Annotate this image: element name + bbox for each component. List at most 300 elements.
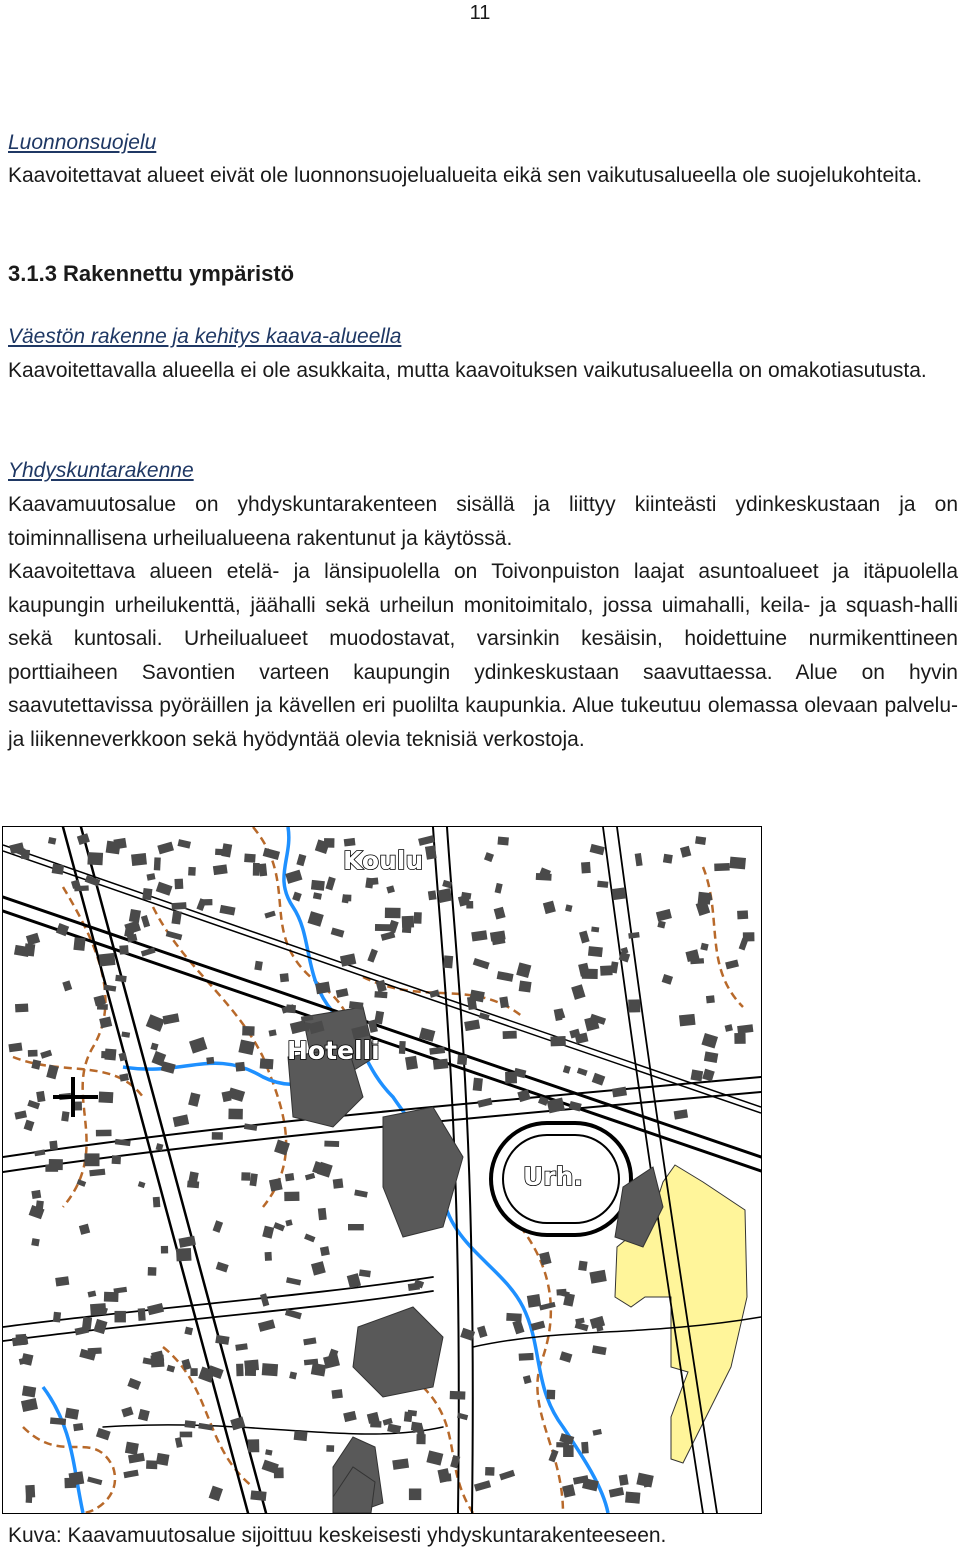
house	[104, 1048, 116, 1060]
house	[408, 1283, 420, 1291]
house	[28, 1050, 38, 1057]
crosshair-marker	[53, 1077, 98, 1117]
house	[565, 904, 572, 912]
house	[87, 852, 103, 865]
house	[176, 1248, 192, 1261]
house	[590, 1316, 605, 1329]
house	[253, 863, 260, 876]
house	[349, 1001, 364, 1010]
house	[336, 988, 349, 998]
house	[577, 1068, 588, 1076]
house	[174, 879, 183, 890]
house	[348, 1224, 364, 1230]
house	[609, 1487, 624, 1498]
figure-caption: Kuva: Kaavamuutosalue sijoittuu keskeisesti yhdyskuntarakenteeseen.	[8, 1524, 667, 1547]
house	[184, 1420, 195, 1428]
house	[450, 1391, 466, 1400]
house	[311, 1261, 326, 1275]
house	[263, 848, 280, 860]
house	[65, 1408, 79, 1420]
house	[473, 1078, 483, 1091]
house	[99, 953, 116, 967]
house	[265, 1449, 272, 1455]
house	[138, 1308, 146, 1321]
house	[326, 1445, 334, 1452]
house	[706, 995, 715, 1003]
house	[125, 1442, 139, 1455]
house	[592, 1073, 606, 1086]
house	[381, 931, 396, 941]
house	[262, 1363, 278, 1376]
house	[147, 1303, 164, 1315]
house	[24, 943, 35, 956]
house	[127, 1378, 141, 1390]
house	[484, 852, 494, 862]
house	[592, 1429, 601, 1436]
house	[519, 1353, 534, 1361]
house	[269, 1178, 283, 1192]
house	[725, 959, 739, 969]
house	[296, 854, 306, 866]
house	[48, 837, 56, 845]
house	[36, 1200, 44, 1211]
house	[679, 1014, 696, 1027]
house	[700, 943, 708, 951]
house	[571, 984, 585, 1000]
house	[74, 885, 89, 891]
house	[96, 1428, 111, 1440]
house	[578, 963, 590, 977]
house	[303, 1337, 316, 1345]
house	[115, 1311, 126, 1323]
house	[674, 1109, 688, 1119]
house	[600, 965, 613, 975]
house	[87, 1476, 102, 1485]
house	[49, 1159, 63, 1170]
house	[285, 1219, 292, 1226]
house	[375, 924, 390, 931]
house	[36, 1091, 45, 1102]
house	[690, 1069, 703, 1081]
house	[180, 1432, 193, 1438]
house	[628, 932, 639, 939]
house	[113, 838, 126, 850]
house	[737, 910, 748, 919]
house	[138, 1181, 146, 1188]
house	[333, 1178, 344, 1188]
house	[280, 973, 289, 982]
house	[343, 1411, 357, 1422]
house	[324, 838, 335, 848]
house	[146, 1014, 165, 1032]
house	[367, 949, 378, 963]
house	[376, 980, 387, 993]
house	[737, 1024, 753, 1033]
house	[612, 1087, 627, 1098]
house	[578, 1261, 587, 1271]
house	[547, 1390, 556, 1400]
house	[8, 1043, 22, 1053]
house	[274, 1140, 290, 1156]
house	[388, 920, 399, 933]
house	[392, 1458, 409, 1469]
house	[499, 996, 509, 1008]
house	[61, 1111, 69, 1121]
house	[262, 1460, 279, 1474]
map-label-urheilu: Urh.	[523, 1162, 583, 1191]
paragraph-yhdyskuntarakenne-1: Kaavamuutosalue on yhdyskuntarakenteen sisällä ja liittyy kiinteästi ydinkeskustaan ja on toiminnallisena urheilualueena rakentunut ja käytössä.	[8, 493, 958, 550]
house	[235, 1343, 248, 1351]
house	[156, 882, 173, 896]
house	[285, 1309, 302, 1320]
house	[259, 863, 267, 876]
house	[405, 1056, 418, 1070]
house	[619, 1474, 629, 1485]
house	[407, 1410, 417, 1417]
page-number: 11	[469, 2, 491, 24]
house	[24, 1120, 35, 1132]
house	[437, 1468, 450, 1483]
house	[320, 1246, 330, 1256]
house	[581, 1442, 589, 1454]
house	[285, 1173, 295, 1181]
house	[146, 873, 155, 881]
house	[258, 1319, 275, 1332]
house	[209, 1486, 223, 1502]
paragraph-vaeston-rakenne: Kaavoitettavalla alueella ei ole asukkaita, mutta kaavoituksen vaikutusalueella on omakotiasutusta.	[8, 359, 927, 382]
house	[506, 1313, 522, 1322]
house	[588, 946, 603, 957]
house	[457, 1055, 467, 1065]
house	[285, 870, 302, 884]
major-buildings	[288, 1047, 463, 1513]
house	[260, 1293, 269, 1306]
house	[269, 1029, 277, 1036]
house	[262, 1226, 274, 1239]
house	[411, 1422, 421, 1432]
house	[729, 857, 746, 870]
house	[581, 862, 591, 874]
house	[592, 1345, 607, 1355]
house	[250, 1490, 266, 1501]
house	[512, 1320, 524, 1335]
house	[138, 1409, 150, 1421]
house	[331, 927, 345, 937]
location-map	[2, 826, 762, 1514]
house	[244, 1360, 259, 1372]
house	[104, 984, 117, 991]
house	[344, 894, 352, 901]
house	[148, 1267, 157, 1276]
house	[575, 1318, 584, 1325]
house	[221, 843, 232, 857]
house	[695, 836, 706, 845]
house	[50, 1417, 66, 1425]
house	[437, 888, 452, 903]
house	[154, 857, 161, 870]
house	[123, 1470, 138, 1479]
house	[150, 1043, 158, 1051]
house	[206, 1057, 214, 1064]
house	[416, 1434, 425, 1444]
house	[242, 1026, 255, 1036]
house	[235, 1062, 245, 1072]
house	[428, 890, 437, 900]
house	[590, 844, 605, 855]
house	[505, 1072, 517, 1084]
house	[414, 912, 422, 924]
house	[495, 883, 503, 894]
house	[494, 907, 506, 920]
house	[31, 1190, 41, 1199]
house	[562, 1484, 575, 1498]
house	[190, 1368, 197, 1376]
house	[53, 1312, 61, 1323]
house	[52, 864, 65, 875]
house	[73, 937, 85, 951]
heading-yhdyskuntarakenne: Yhdyskuntarakenne	[8, 459, 194, 482]
house	[79, 1224, 90, 1235]
house	[244, 854, 256, 863]
house	[704, 1051, 718, 1063]
house	[62, 980, 72, 991]
house	[523, 1375, 532, 1384]
house	[433, 1059, 449, 1070]
house	[386, 885, 395, 893]
house	[409, 1489, 421, 1501]
house	[324, 1141, 339, 1147]
house	[311, 1363, 326, 1377]
house	[238, 1040, 255, 1056]
house	[146, 1460, 157, 1469]
house	[497, 837, 508, 846]
heading-rakennettu-ymparisto: 3.1.3 Rakennettu ympäristö	[8, 261, 295, 286]
house	[550, 1036, 565, 1046]
house	[311, 880, 325, 891]
house	[563, 1065, 571, 1074]
house	[294, 1430, 308, 1441]
house	[273, 1222, 285, 1231]
house	[519, 981, 532, 993]
house	[228, 1109, 242, 1120]
house	[88, 1348, 102, 1355]
house	[49, 1141, 57, 1151]
house	[212, 1132, 223, 1140]
house	[425, 845, 437, 859]
house	[188, 1092, 200, 1107]
house	[418, 835, 435, 846]
house	[548, 1449, 558, 1462]
house	[612, 887, 627, 900]
house	[516, 962, 531, 978]
house	[625, 1491, 640, 1503]
house	[543, 901, 556, 914]
house	[474, 1480, 491, 1491]
house	[477, 1326, 487, 1338]
house	[202, 899, 212, 905]
house	[635, 853, 643, 866]
house	[40, 1050, 52, 1059]
house	[485, 1467, 494, 1476]
house	[15, 1003, 28, 1012]
house	[503, 1031, 517, 1039]
house	[734, 1033, 745, 1044]
house	[657, 920, 665, 928]
house	[290, 1020, 306, 1034]
house	[313, 892, 322, 900]
house	[556, 1289, 566, 1296]
house	[286, 1277, 301, 1285]
house	[260, 1058, 274, 1069]
house	[497, 971, 514, 982]
house	[173, 1114, 190, 1127]
house	[536, 873, 552, 881]
house	[131, 853, 147, 866]
house	[153, 1197, 161, 1208]
house	[46, 1065, 58, 1080]
house	[215, 1335, 229, 1345]
house	[141, 947, 156, 956]
house	[188, 867, 196, 876]
house	[374, 991, 387, 998]
house	[662, 974, 673, 985]
house	[325, 877, 335, 891]
house	[387, 1423, 401, 1433]
house	[701, 1033, 718, 1048]
house	[236, 1364, 244, 1377]
house	[213, 1220, 224, 1233]
house	[142, 888, 152, 900]
house	[365, 877, 374, 888]
paragraph-luonnonsuojelu: Kaavoitettavat alueet eivät ole luonnonsuojelualueita eikä sen vaikutusalueella ole suojelukohteita.	[8, 164, 923, 187]
house	[119, 945, 128, 954]
house	[77, 833, 90, 845]
paragraph-yhdyskuntarakenne-2: Kaavoitettava alueen etelä- ja länsipuolella on Toivonpuiston laajat asuntoalueet ja itäpuolella kaupungin urheilukenttä, jäähalli sekä urheilun monitoimitalo, jossa uimahalli, keila- ja squash-halli sekä kuntosali. Urheilualueet muodostavat, varsinkin kesäisin, hoidettuine nurmikenttineen porttiaiheen Savontien varteen kaupungin ydinkeskustaan saavuttaessa. Alue on hyvin saavutettavissa pyöräillen ja kävellen eri puolilta kaupunkia. Alue tukeutuu olemassa olevaan palvelu- ja liikenneverkkoon sekä hyödyntää olevia teknisiä verkostoja.	[8, 560, 958, 751]
house	[21, 1398, 38, 1412]
house	[292, 892, 302, 902]
house	[464, 1020, 480, 1032]
house	[402, 922, 412, 933]
house	[714, 863, 730, 871]
heading-luonnonsuojelu: Luonnonsuojelu	[8, 131, 157, 154]
house	[121, 1406, 133, 1417]
house	[129, 909, 141, 923]
house	[97, 1004, 108, 1010]
house	[443, 955, 453, 968]
house	[99, 1092, 114, 1104]
house	[166, 931, 183, 941]
house	[216, 1262, 229, 1273]
house	[31, 1238, 40, 1246]
house	[166, 1365, 175, 1373]
house	[331, 1389, 342, 1399]
house	[477, 1098, 492, 1108]
house	[26, 1491, 33, 1503]
house	[663, 854, 673, 864]
house	[591, 927, 599, 933]
house	[93, 1319, 107, 1334]
house	[88, 1290, 97, 1297]
house	[304, 1233, 315, 1242]
house	[286, 1004, 296, 1013]
house	[284, 1192, 299, 1201]
house	[184, 1327, 193, 1336]
house	[104, 1292, 119, 1302]
house	[289, 1371, 297, 1379]
house	[69, 1471, 85, 1485]
house	[559, 1351, 572, 1362]
house	[175, 1437, 183, 1448]
house	[579, 930, 590, 943]
houses	[8, 833, 754, 1503]
house	[429, 1046, 445, 1054]
house	[141, 915, 150, 928]
house	[34, 1149, 45, 1156]
house	[370, 1421, 381, 1428]
house	[14, 1110, 27, 1119]
house	[628, 999, 640, 1012]
house	[539, 1302, 556, 1311]
house	[189, 1037, 207, 1054]
house	[264, 911, 275, 919]
map-label-koulu: Koulu	[343, 846, 424, 875]
house	[171, 911, 181, 925]
house	[248, 1439, 260, 1452]
house	[55, 1276, 69, 1286]
house	[31, 1059, 41, 1069]
house	[318, 1208, 327, 1220]
house	[531, 1321, 546, 1331]
house	[556, 1442, 569, 1447]
house	[112, 1155, 121, 1164]
house	[589, 1270, 606, 1284]
house	[128, 1453, 145, 1464]
house	[99, 1016, 112, 1028]
house	[597, 881, 608, 888]
house	[213, 864, 228, 875]
house	[307, 911, 323, 927]
house	[161, 1246, 168, 1254]
heading-vaeston-rakenne: Väestön rakenne ja kehitys kaava-alueella	[8, 325, 402, 348]
house	[75, 1326, 90, 1335]
house	[359, 1269, 371, 1277]
house	[73, 1423, 83, 1431]
house	[89, 1169, 105, 1177]
house	[680, 846, 691, 858]
house	[656, 909, 672, 922]
house	[399, 1041, 406, 1054]
house	[156, 1453, 170, 1466]
house	[254, 961, 263, 971]
house	[119, 1073, 129, 1081]
house	[85, 1153, 100, 1166]
house	[177, 839, 191, 848]
house	[527, 1294, 541, 1308]
house	[426, 1450, 443, 1465]
house	[22, 1386, 36, 1398]
house	[340, 953, 356, 966]
house	[163, 1013, 180, 1024]
house	[90, 1303, 106, 1316]
house	[385, 908, 401, 919]
house	[219, 905, 235, 916]
house	[96, 1130, 112, 1137]
house	[249, 1173, 257, 1186]
house	[473, 958, 490, 969]
house	[743, 932, 755, 941]
house	[471, 930, 487, 941]
house	[499, 1470, 515, 1481]
